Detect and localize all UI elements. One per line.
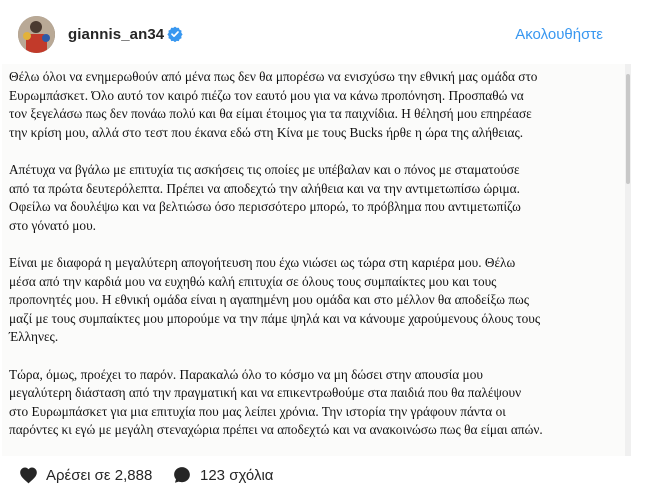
statement-line: παρόντες κι εγώ με μεγάλη στεναχώρια πρέπει να αποδεχτώ και να ανακοινώσω πως θα είμαι απών. xyxy=(9,422,543,438)
statement-line: στο Ευρωμπάσκετ για μια επιτυχία που μας λείπει χρόνια. Την ιστορία την γράφουν πάντα οι xyxy=(9,403,506,419)
statement-paragraph xyxy=(9,161,543,235)
follow-button[interactable]: Ακολουθήστε xyxy=(515,26,603,43)
avatar[interactable] xyxy=(18,16,55,53)
statement-text xyxy=(9,68,543,456)
comment-bubble-icon[interactable] xyxy=(173,466,191,484)
statement-line: Ευρωμπάσκετ. Όλο αυτό τον καιρό πιέζω τον εαυτό μου για να κάνω προπόνηση. Προσπαθώ να xyxy=(9,87,524,103)
statement-line: Έλληνες. xyxy=(9,329,59,345)
statement-line: προπονητές μου. Η εθνική ομάδα είναι η αγαπημένη μου ομάδα και στο μέλλον θα αποδείξω πως xyxy=(9,292,530,308)
action-bar xyxy=(0,456,659,492)
statement-paragraph xyxy=(9,254,543,347)
username[interactable]: giannis_an34 xyxy=(68,26,165,43)
heart-icon[interactable] xyxy=(19,466,38,484)
statement-line: Είναι με διαφορά η μεγαλύτερη απογοήτευση που έχω νιώσει ως τώρα στη καριέρα μου. Θέλω xyxy=(9,254,516,270)
statement-line: Τώρα, όμως, προέχει το παρόν. Παρακαλώ όλο το κόσμο να μη δώσει στην απουσία μου xyxy=(9,366,483,382)
statement-paragraph xyxy=(9,68,543,142)
statement-image xyxy=(2,64,631,456)
statement-line: τον ξεγελάσω πως δεν πονάω πολύ και θα είμαι έτοιμος για τα παιχνίδια. Η θέλησή μου επηρέασε xyxy=(9,106,532,122)
verified-badge-icon xyxy=(167,26,183,42)
statement-line: την κρίση μου, αλλά στο τεστ που έκανα εδώ στη Κίνα με τους Bucks ήρθε η ώρα της αλήθειας. xyxy=(9,124,524,140)
avatar-photo xyxy=(18,16,55,53)
statement-line: μεγαλύτερη διάσταση από την πραγματική και να επικεντρωθούμε στα παιδιά που θα παλέψουν xyxy=(9,385,522,401)
statement-line: από τα πρώτα δευτερόλεπτα. Πρέπει να αποδεχτώ την αλήθεια και να την αντιμετωπίσω ώριμα. xyxy=(9,180,520,196)
likes-count[interactable]: Αρέσει σε 2,888 xyxy=(46,467,153,484)
scrollbar-thumb[interactable] xyxy=(626,74,630,184)
statement-line: Απέτυχα να βγάλω με επιτυχία τις ασκήσεις τις οποίες με υπέβαλαν και ο πόνος με σταματούσε xyxy=(9,161,520,177)
post-header xyxy=(0,0,659,64)
comments-count[interactable]: 123 σχόλια xyxy=(200,467,274,484)
statement-line: Οφείλω να δουλέψω και να βελτιώσω όσο περισσότερο μπορώ, το πρόβλημα που αντιμετωπίζω xyxy=(9,199,521,215)
statement-line: μέσα από την καρδιά μου να ευχηθώ καλή επιτυχία σε όλους τους συμπαίκτες μου και τους xyxy=(9,273,497,289)
statement-line: στο γόνατό μου. xyxy=(9,217,96,233)
scrollbar-track[interactable] xyxy=(625,64,631,456)
statement-line: Θέλω όλοι να ενημερωθούν από μένα πως δεν θα μπορέσω να ενισχύσω την εθνική μας ομάδα στο xyxy=(9,69,538,84)
statement-line: μαζί με τους συμπαίκτες μου μπορούμε να την πάμε ψηλά και να κάνουμε χαρούμενους όλους τους xyxy=(9,310,541,326)
statement-paragraph xyxy=(9,366,543,440)
